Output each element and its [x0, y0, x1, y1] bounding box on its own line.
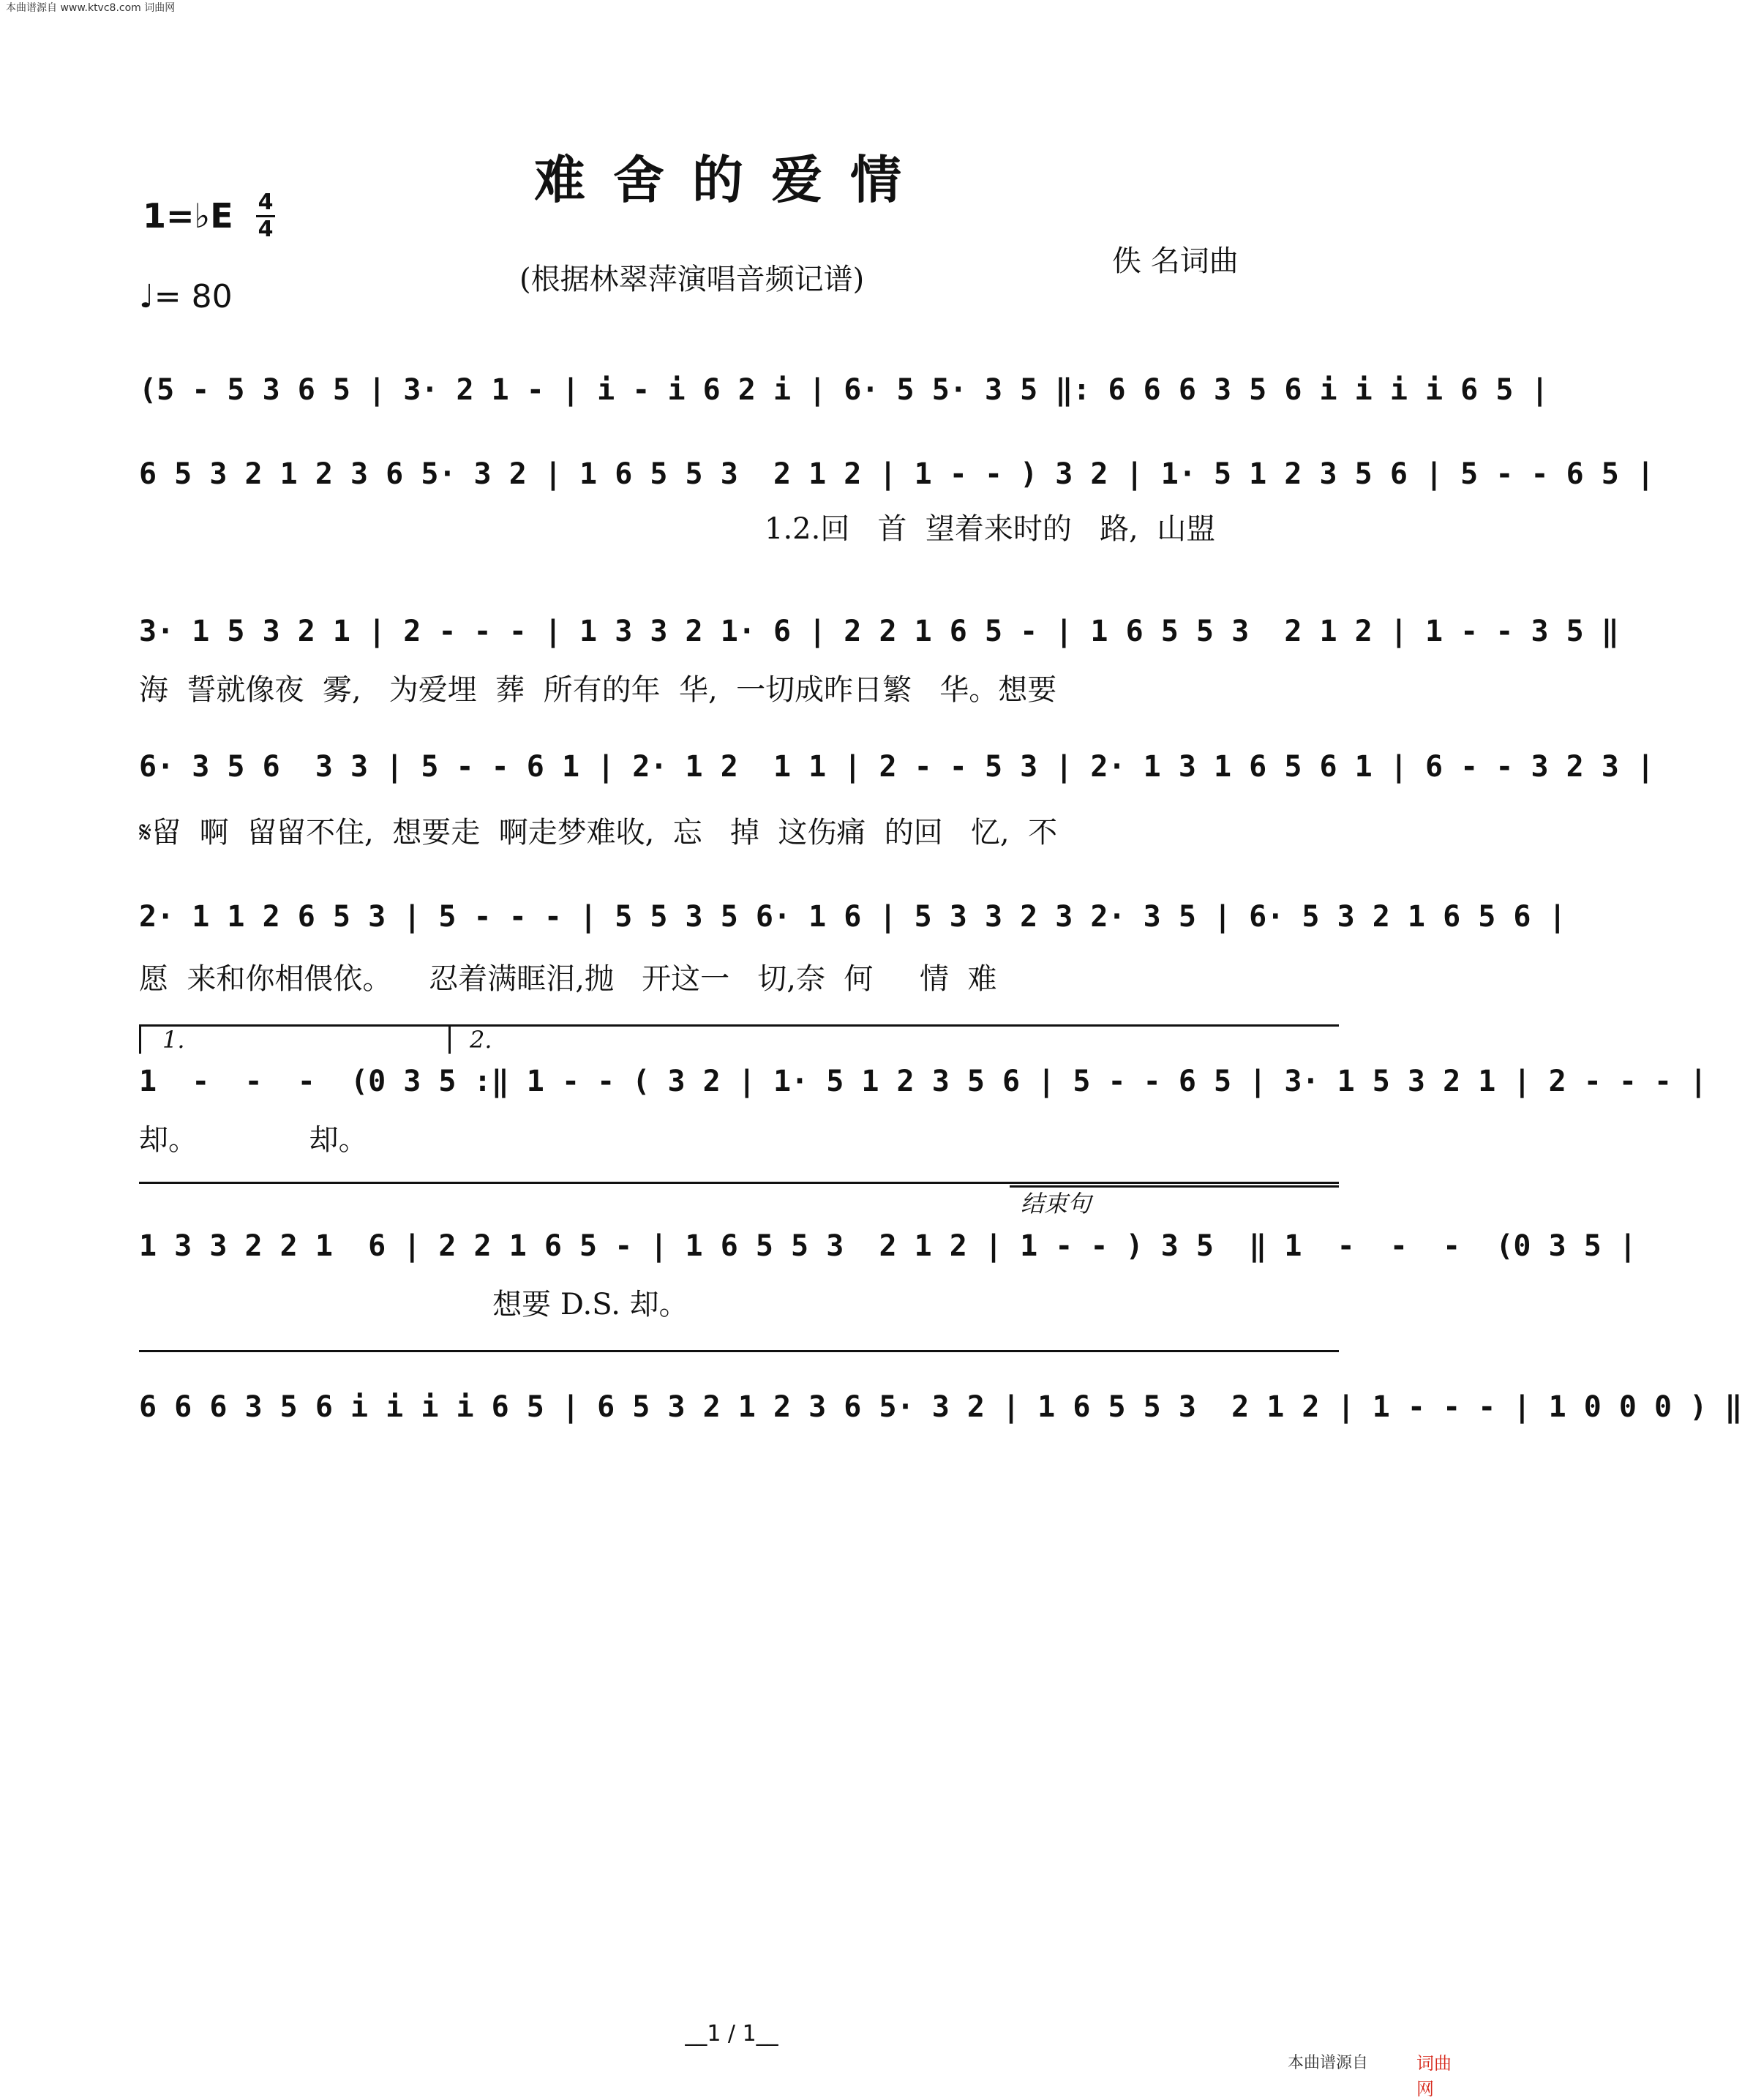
- notation-line-7: 1 3 3 2 2 1 6 | 2 2 1 6 5 - | 1 6 5 5 3 2 1 2 | 1 - - ) 3 5 ‖ 1 - - - (0 3 5 |: [139, 1229, 1637, 1263]
- notation-line-1: (5 - 5 3 6 5 | 3· 2 1 - | i - i 6 2 i | 6· 5 5· 3 5 ‖: 6 6 6 3 5 6 i i i i 6 5 |: [139, 373, 1549, 407]
- volta-1-label: 1.: [162, 1026, 185, 1054]
- source-stamp-site: 词曲网: [1416, 2053, 1452, 2099]
- song-title: 难舍的爱情: [534, 149, 929, 210]
- key-signature: 1=♭E: [143, 196, 233, 236]
- notation-line-8: 6 6 6 3 5 6 i i i i 6 5 | 6 5 3 2 1 2 3 6 5· 3 2 | 1 6 5 5 3 2 1 2 | 1 - - - | 1 0 0 0 ) ‖: [139, 1390, 1742, 1424]
- notation-line-5: 2· 1 1 2 6 5 3 | 5 - - - | 5 5 3 5 6· 1 6 | 5 3 3 2 3 2· 3 5 | 6· 5 3 2 1 6 5 6 |: [139, 900, 1566, 934]
- subtitle: (根据林翠萍演唱音频记谱): [519, 263, 865, 296]
- lyric-line-7: 想要 D.S. 却。: [139, 1288, 688, 1321]
- page-number: __1 / 1__: [685, 2021, 778, 2047]
- source-stamp: 本曲谱源自: [1288, 2054, 1369, 2072]
- final-section-rule: [139, 1350, 1339, 1352]
- notation-line-2: 6 5 3 2 1 2 3 6 5· 3 2 | 1 6 5 5 3 2 1 2 | 1 - - ) 3 2 | 1· 5 1 2 3 5 6 | 5 - - 6 5 |: [139, 457, 1655, 491]
- volta-bracket-line: [139, 1024, 1339, 1027]
- volta1-left-edge: [139, 1024, 141, 1054]
- notation-line-3: 3· 1 5 3 2 1 | 2 - - - | 1 3 3 2 1· 6 | 2 2 1 6 5 - | 1 6 5 5 3 2 1 2 | 1 - - 3 5 ‖: [139, 615, 1619, 648]
- site-note: 本曲谱源自 www.ktvc8.com 词曲网: [6, 2, 176, 14]
- time-top: 4: [258, 190, 274, 215]
- time-signature: [256, 192, 275, 241]
- tempo-mark: ♩= 80: [139, 278, 233, 315]
- lyric-line-5: 愿 来和你相偎依。 忍着满眶泪,抛 开这一 切,奈 何 情 难: [139, 962, 997, 996]
- credit: 佚 名词曲: [1112, 244, 1239, 278]
- notation-line-6: 1 - - - (0 3 5 :‖ 1 - - ( 3 2 | 1· 5 1 2 3 5 6 | 5 - - 6 5 | 3· 1 5 3 2 1 | 2 - - - |: [139, 1065, 1708, 1098]
- lyric-line-6: 却。 却。: [139, 1123, 368, 1157]
- lyric-line-4: 𝄋留 啊 留留不住, 想要走 啊走梦难收, 忘 掉 这伤痛 的回 忆, 不: [139, 816, 1058, 850]
- volta-2-label: 2.: [470, 1026, 492, 1054]
- volta2-left-edge: [448, 1024, 451, 1054]
- time-bottom: 4: [258, 217, 274, 242]
- notation-line-4: 6· 3 5 6 3 3 | 5 - - 6 1 | 2· 1 2 1 1 | 2 - - 5 3 | 2· 1 3 1 6 5 6 1 | 6 - - 3 2 3 |: [139, 750, 1655, 784]
- section-rule: [139, 1182, 1339, 1184]
- ending-label: 结束句: [1021, 1190, 1092, 1218]
- lyric-line-3: 海 誓就像夜 雾, 为爱埋 葬 所有的年 华, 一切成昨日繁 华。想要: [139, 673, 1057, 707]
- lyric-line-2: 1.2.回 首 望着来时的 路, 山盟: [765, 512, 1216, 546]
